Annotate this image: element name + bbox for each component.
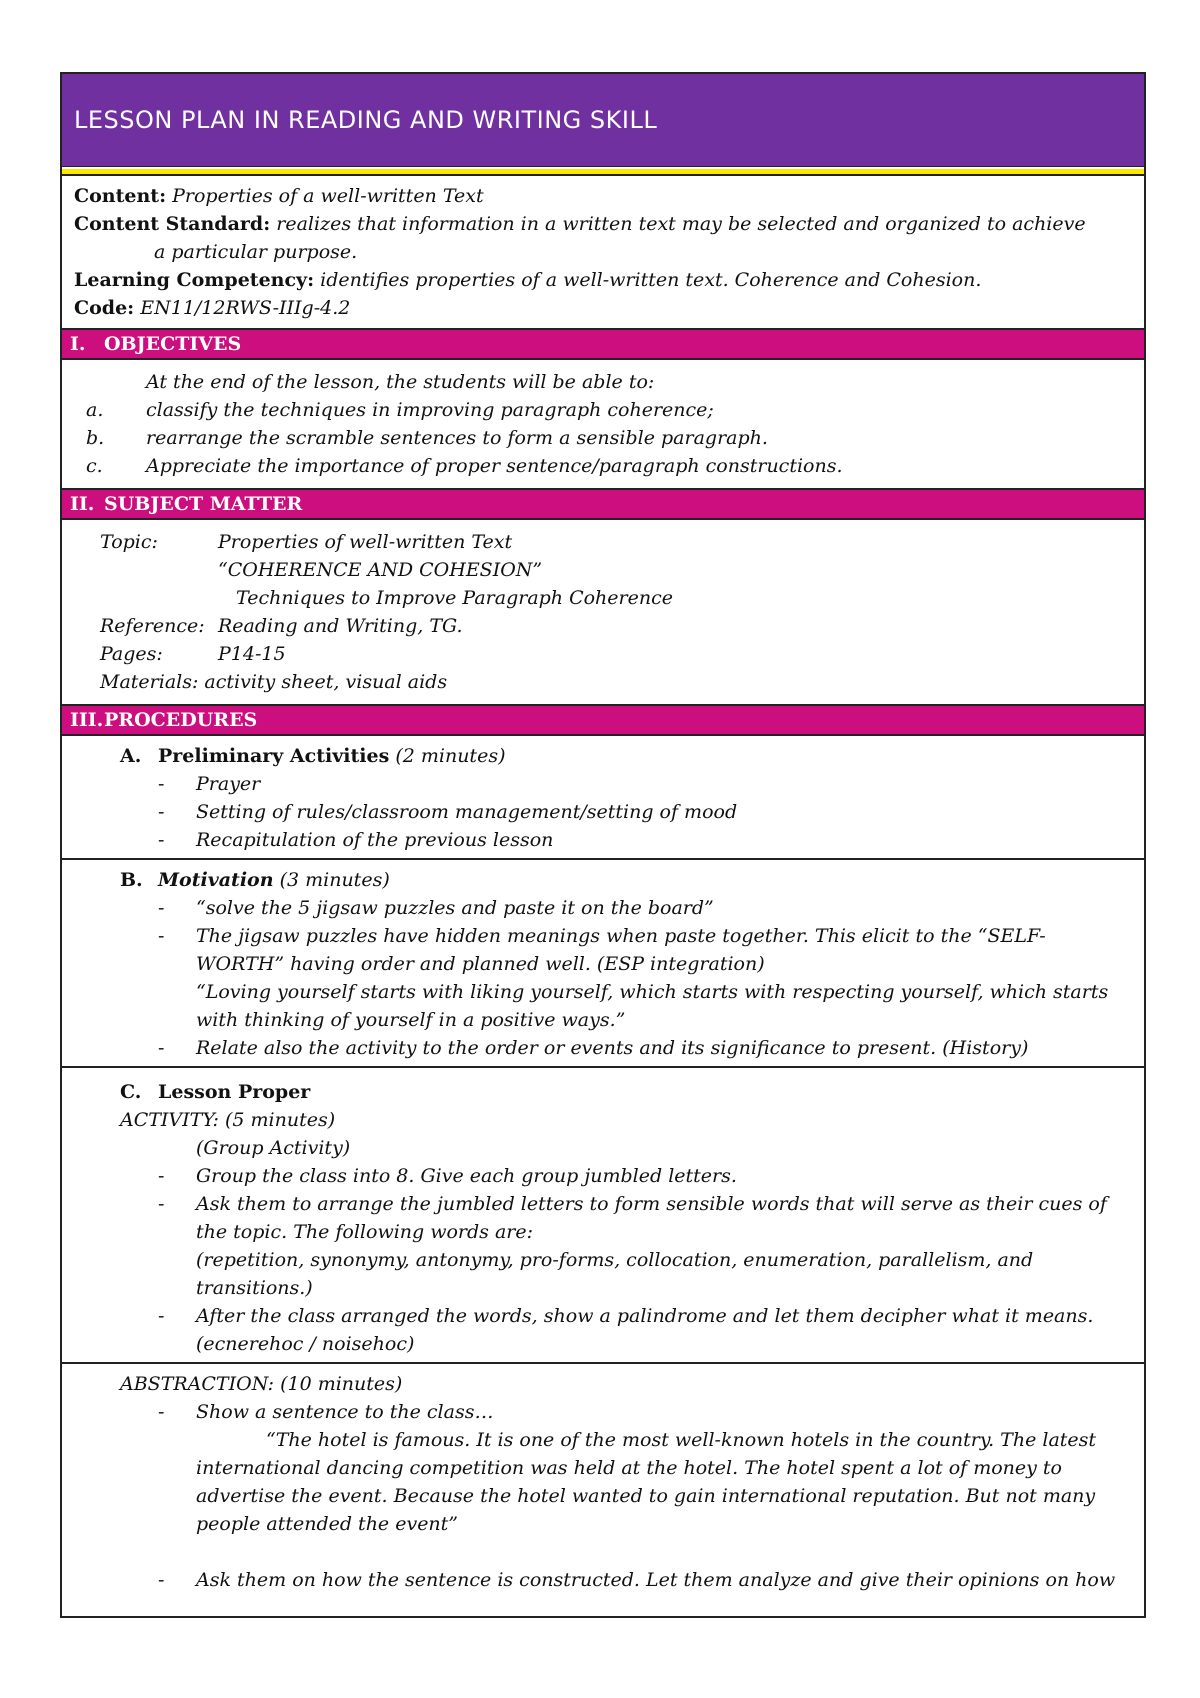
procedure-b: B. Motivation (3 minutes) - “solve the 5 jigsaw puzzles and paste it on the board” - The jigsaw puzzles have hidden meanings when paste together. This elicit to the “SELF- WORTH” having order and planned well. (ESP integration) “Loving yourself starts with liking yourself, which starts with respecting yourself, which starts with thinking of yourself in a positive ways.” - Relate also the activity to the order or events and its significance to present. (History) (62, 860, 1144, 1068)
list-item: - Group the class into 8. Give each group jumbled letters. (158, 1165, 737, 1187)
title-divider (62, 169, 1144, 176)
lesson-plan-frame (60, 72, 1146, 1618)
list-item: - Show a sentence to the class… (158, 1401, 494, 1423)
list-item: - After the class arranged the words, show a palindrome and let them decipher what it means. (158, 1305, 1094, 1327)
competency-line: Learning Competency: identifies properties of a well-written text. Coherence and Cohesion. (74, 269, 982, 291)
objective-item: c. Appreciate the importance of proper sentence/paragraph constructions. (86, 455, 843, 477)
list-item: - Recapitulation of the previous lesson (158, 829, 554, 851)
list-item: - Relate also the activity to the order or events and its significance to present. (History) (158, 1037, 1029, 1059)
list-item: - “solve the 5 jigsaw puzzles and paste it on the board” (158, 897, 714, 919)
standard-line: Content Standard: realizes that information in a written text may be selected and organized to achieve (74, 213, 1086, 235)
procedure-a: A. Preliminary Activities (2 minutes) - Prayer - Setting of rules/classroom management/setting of mood - Recapitulation of the previous lesson (62, 736, 1144, 860)
list-item: - Ask them on how the sentence is constructed. Let them analyze and give their opinions on how (158, 1569, 1116, 1591)
list-item: - Ask them to arrange the jumbled letters to form sensible words that will serve as their cues of (158, 1193, 1107, 1215)
objective-item: a. classify the techniques in improving paragraph coherence; (86, 399, 714, 421)
code-line: Code: EN11/12RWS-IIIg-4.2 (74, 297, 351, 319)
lesson-info (62, 176, 1144, 330)
list-item: - Prayer (158, 773, 261, 795)
standard-line-cont: a particular purpose. (154, 241, 358, 263)
objective-item: b. rearrange the scramble sentences to form a sensible paragraph. (86, 427, 768, 449)
objectives-body: At the end of the lesson, the students will be able to: a. classify the techniques in improving paragraph coherence; b. rearrange the scramble sentences to form a sensible paragraph. c. Appreciate the importance of proper sentence/paragraph constructions. (62, 360, 1144, 490)
section-subject-header: II. SUBJECT MATTER (62, 490, 1144, 520)
list-item: - Setting of rules/classroom management/setting of mood (158, 801, 738, 823)
procedure-c: C. Lesson Proper ACTIVITY: (5 minutes) (Group Activity) - Group the class into 8. Give each group jumbled letters. - Ask them to arrange the jumbled letters to form sensible words that will serve as their cues of the topic. The following words are: (repetition, synonymy, antonymy, pro-forms, collocation, enumeration, parallelism, and transitions.) - After the class arranged the words, show a palindrome and let them decipher what it means. (ecnerehoc / noisehoc) (62, 1068, 1144, 1364)
content-line: Content: Properties of a well-written Text (74, 185, 484, 207)
section-objectives-header: I. OBJECTIVES (62, 330, 1144, 360)
procedure-abstraction: ABSTRACTION: (10 minutes) - Show a sentence to the class… “The hotel is famous. It is one of the most well-known hotels in the country. The latest international dancing competition was held at the hotel. The hotel spent a lot of money to advertise the event. Because the hotel wanted to gain international reputation. But not many people attended the event” - Ask them on how the sentence is constructed. Let them analyze and give their opinions on how (62, 1364, 1144, 1598)
page-title: LESSON PLAN IN READING AND WRITING SKILL (62, 74, 1144, 167)
subject-body: Topic: Properties of well-written Text “COHERENCE AND COHESION” Techniques to Improve Paragraph Coherence Reference: Reading and Writing, TG. Pages: P14-15 Materials: activity sheet, visual aids (62, 520, 1144, 706)
section-procedures-header: III. PROCEDURES (62, 706, 1144, 736)
list-item: - The jigsaw puzzles have hidden meanings when paste together. This elicit to the “SELF- (158, 925, 1046, 947)
